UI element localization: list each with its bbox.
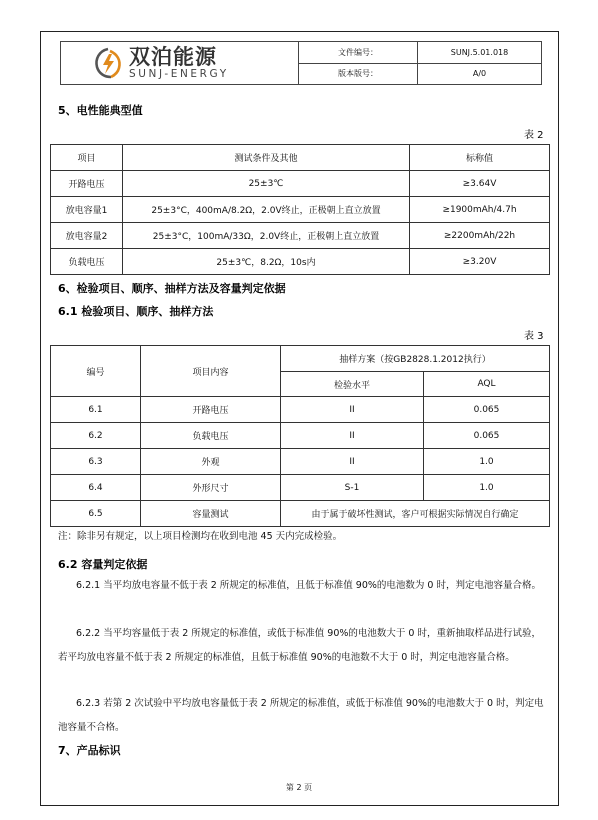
logo-cell	[61, 42, 299, 85]
table-2-caption: 表 2	[524, 130, 544, 141]
table-cell: 25±3℃，8.2Ω，10s内	[123, 249, 410, 275]
table-cell: 0.065	[424, 423, 550, 449]
table-header-row	[51, 145, 550, 171]
table-cell: 负载电压	[141, 423, 281, 449]
section-6-2-title: 6.2 容量判定依据	[58, 558, 148, 571]
company-logo	[61, 42, 298, 84]
table-cell: 6.4	[51, 475, 141, 501]
table-row	[51, 171, 550, 197]
sunj-logo-icon	[93, 47, 123, 79]
table-row	[51, 475, 550, 501]
paragraph-6-2-1	[58, 574, 546, 598]
table-3-caption: 表 3	[524, 331, 544, 342]
table-row	[51, 223, 550, 249]
paragraph-text: 6.2.2 当平均容量低于表 2 所规定的标准值，或低于标准值 90%的电池数大于 0 时，重新抽取样品进行试验，若平均放电容量不低于表 2 所规定的标准值，且低于标准值 90%的电池数不大于 0 时，判定电池容量合格。	[58, 628, 541, 663]
section-5-title: 5、电性能典型值	[58, 104, 143, 117]
paragraph-text: 6.2.1 当平均放电容量不低于表 2 所规定的标准值，且低于标准值 90%的电池数为 0 时，判定电池容量合格。	[76, 580, 541, 591]
paragraph-6-2-3	[58, 692, 546, 740]
column-header-conditions: 测试条件及其他	[123, 145, 410, 171]
table-note: 注：除非另有规定，以上项目检测均在收到电池 45 天内完成检验。	[58, 531, 343, 542]
table-row	[51, 197, 550, 223]
table-header-row	[51, 346, 550, 372]
table-cell: 1.0	[424, 449, 550, 475]
table-cell: 6.1	[51, 397, 141, 423]
section-7-title: 7、产品标识	[58, 744, 121, 757]
page-number: 第 2 页	[285, 783, 313, 792]
table-cell: 放电容量2	[51, 223, 123, 249]
table-cell: 负载电压	[51, 249, 123, 275]
section-6-1-title: 6.1 检验项目、顺序、抽样方法	[58, 305, 214, 318]
company-name-cn: 双泊能源	[129, 44, 217, 69]
doc-no-value: SUNJ.5.01.018	[418, 42, 542, 64]
table-cell: 0.065	[424, 397, 550, 423]
table-cell: 开路电压	[51, 171, 123, 197]
version-label: 版本版号：	[299, 63, 418, 85]
table-cell: 外观	[141, 449, 281, 475]
column-header-no: 编号	[51, 346, 141, 397]
table-cell: II	[281, 423, 424, 449]
table-3	[50, 345, 550, 527]
table-cell: ≥3.20V	[410, 249, 550, 275]
table-cell: 开路电压	[141, 397, 281, 423]
table-cell: II	[281, 449, 424, 475]
table-cell: 25±3°C，100mA/33Ω，2.0V终止，正极朝上直立放置	[123, 223, 410, 249]
table-cell: 外形尺寸	[141, 475, 281, 501]
table-row	[51, 501, 550, 527]
column-header-level: 检验水平	[281, 372, 424, 397]
table-cell-merged: 由于属于破坏性测试，客户可根据实际情况自行确定	[281, 501, 550, 527]
table-row	[51, 449, 550, 475]
column-header-aql: AQL	[424, 372, 550, 397]
column-header-sampling-plan: 抽样方案（按GB2828.1.2012执行）	[281, 346, 550, 372]
paragraph-text: 6.2.3 若第 2 次试验中平均放电容量低于表 2 所规定的标准值，或低于标准值 90%的电池数大于 0 时，判定电池容量不合格。	[58, 698, 544, 733]
company-name-en: SUNJ-ENERGY	[129, 67, 229, 80]
table-cell: ≥3.64V	[410, 171, 550, 197]
table-row	[51, 423, 550, 449]
doc-no-label: 文件编号：	[299, 42, 418, 64]
table-cell: 6.2	[51, 423, 141, 449]
table-cell: II	[281, 397, 424, 423]
table-cell: S-1	[281, 475, 424, 501]
table-cell: ≥1900mAh/4.7h	[410, 197, 550, 223]
document-header	[60, 41, 542, 85]
table-row	[51, 249, 550, 275]
table-cell: ≥2200mAh/22h	[410, 223, 550, 249]
table-cell: 6.5	[51, 501, 141, 527]
table-cell: 放电容量1	[51, 197, 123, 223]
column-header-item: 项目	[51, 145, 123, 171]
table-cell: 1.0	[424, 475, 550, 501]
table-cell: 25±3℃	[123, 171, 410, 197]
paragraph-6-2-2	[58, 622, 546, 670]
table-2	[50, 144, 550, 275]
table-cell: 25±3°C，400mA/8.2Ω，2.0V终止，正极朝上直立放置	[123, 197, 410, 223]
version-value: A/0	[418, 63, 542, 85]
table-cell: 6.3	[51, 449, 141, 475]
column-header-item: 项目内容	[141, 346, 281, 397]
section-6-title: 6、检验项目、顺序、抽样方法及容量判定依据	[58, 282, 286, 295]
table-row	[51, 397, 550, 423]
table-cell: 容量测试	[141, 501, 281, 527]
column-header-nominal: 标称值	[410, 145, 550, 171]
